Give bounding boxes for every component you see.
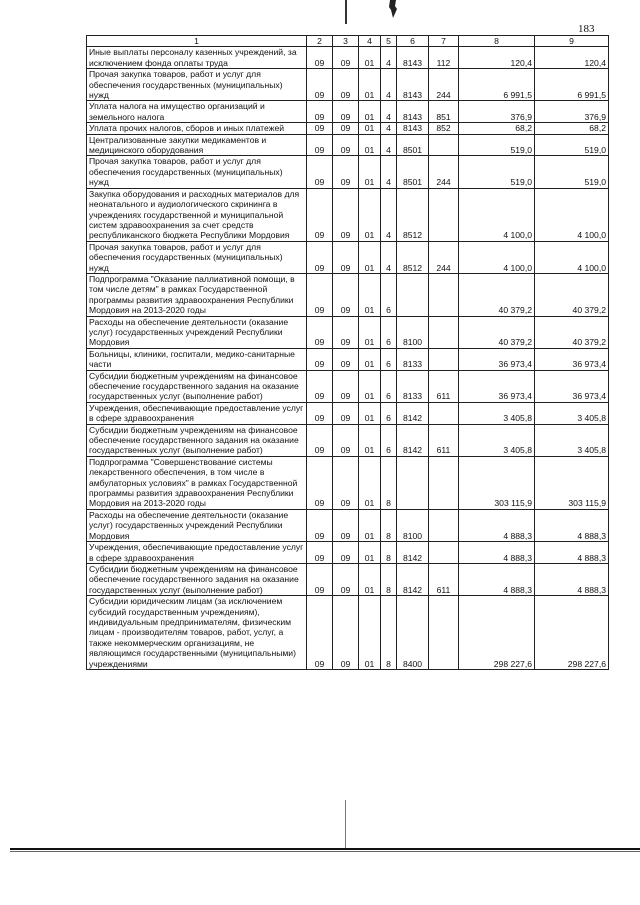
- cell-program: 01: [359, 596, 381, 670]
- cell-amount: 36 973,4: [459, 348, 535, 370]
- cell-subsection: 09: [333, 563, 359, 595]
- header-cell: 3: [333, 36, 359, 47]
- header-cell: 2: [307, 36, 333, 47]
- table-row: [87, 370, 609, 402]
- cell-program: 01: [359, 316, 381, 348]
- cell-section: 09: [307, 134, 333, 156]
- table-row: [87, 348, 609, 370]
- table-row: [87, 456, 609, 509]
- cell-subsection: 09: [333, 348, 359, 370]
- cell-amount: 36 973,4: [459, 370, 535, 402]
- cell-section: 09: [307, 273, 333, 316]
- cell-program: 01: [359, 456, 381, 509]
- header-cell: 1: [87, 36, 307, 47]
- cell-expense-type: [429, 456, 459, 509]
- cell-expense-type: 611: [429, 424, 459, 456]
- cell-subsection: 09: [333, 47, 359, 69]
- header-cell: 6: [397, 36, 429, 47]
- cell-subsection: 09: [333, 424, 359, 456]
- cell-subsection: 09: [333, 316, 359, 348]
- cell-item-name: Подпрограмма "Оказание паллиативной помощи, в том числе детям" в рамках Государственной программы развития здравоохранения Республики Мордовия на 2013-2020 годы: [87, 273, 307, 316]
- cell-section: 09: [307, 123, 333, 134]
- cell-expense-type: 611: [429, 370, 459, 402]
- cell-program: 01: [359, 101, 381, 123]
- cell-subprogram: 8: [381, 563, 397, 595]
- cell-subsection: 09: [333, 101, 359, 123]
- page-number: 183: [578, 23, 595, 35]
- cell-subprogram: 4: [381, 123, 397, 134]
- cell-subprogram: 6: [381, 273, 397, 316]
- cell-item-name: Прочая закупка товаров, работ и услуг для обеспечения государственных (муниципальных) нужд: [87, 69, 307, 101]
- header-cell: 7: [429, 36, 459, 47]
- cell-target-code: 8100: [397, 509, 429, 541]
- cell-section: 09: [307, 101, 333, 123]
- cell-expense-type: 611: [429, 563, 459, 595]
- cell-program: 01: [359, 134, 381, 156]
- cell-amount-total: 6 991,5: [535, 69, 609, 101]
- cell-expense-type: [429, 316, 459, 348]
- cell-program: 01: [359, 273, 381, 316]
- cell-subsection: 09: [333, 402, 359, 424]
- table-row: [87, 402, 609, 424]
- cell-subprogram: 6: [381, 424, 397, 456]
- cell-program: 01: [359, 509, 381, 541]
- cell-amount-total: 120,4: [535, 47, 609, 69]
- cell-amount: 4 888,3: [459, 542, 535, 564]
- cell-program: 01: [359, 370, 381, 402]
- cell-amount-total: 4 100,0: [535, 188, 609, 241]
- cell-amount-total: 3 405,8: [535, 424, 609, 456]
- cell-subsection: 09: [333, 596, 359, 670]
- cell-amount: 519,0: [459, 134, 535, 156]
- cell-subprogram: 6: [381, 370, 397, 402]
- cell-target-code: 8142: [397, 424, 429, 456]
- cell-subprogram: 4: [381, 241, 397, 273]
- cell-section: 09: [307, 402, 333, 424]
- cell-section: 09: [307, 563, 333, 595]
- cell-item-name: Иные выплаты персоналу казенных учреждений, за исключением фонда оплаты труда: [87, 47, 307, 69]
- cell-section: 09: [307, 241, 333, 273]
- cell-expense-type: 244: [429, 69, 459, 101]
- cell-program: 01: [359, 241, 381, 273]
- cell-section: 09: [307, 156, 333, 188]
- cell-section: 09: [307, 69, 333, 101]
- cell-subsection: 09: [333, 456, 359, 509]
- table-row: [87, 596, 609, 670]
- cell-target-code: 8501: [397, 156, 429, 188]
- table-row: [87, 188, 609, 241]
- cell-amount-total: 303 115,9: [535, 456, 609, 509]
- cell-amount-total: 36 973,4: [535, 348, 609, 370]
- cell-item-name: Расходы на обеспечение деятельности (оказание услуг) государственных учреждений Республики Мордовия: [87, 316, 307, 348]
- table-row: [87, 156, 609, 188]
- cell-amount-total: 68,2: [535, 123, 609, 134]
- cell-target-code: 8143: [397, 47, 429, 69]
- table-row: [87, 101, 609, 123]
- cell-expense-type: 852: [429, 123, 459, 134]
- cell-section: 09: [307, 370, 333, 402]
- cell-section: 09: [307, 456, 333, 509]
- cell-target-code: 8100: [397, 316, 429, 348]
- table-row: [87, 563, 609, 595]
- budget-table-body: [87, 36, 609, 670]
- cell-amount: 303 115,9: [459, 456, 535, 509]
- cell-expense-type: [429, 542, 459, 564]
- cell-subprogram: 8: [381, 542, 397, 564]
- table-row: [87, 134, 609, 156]
- cell-subprogram: 4: [381, 156, 397, 188]
- cell-section: 09: [307, 348, 333, 370]
- cell-expense-type: [429, 273, 459, 316]
- cell-item-name: Подпрограмма "Совершенствование системы лекарственного обеспечения, в том числе в амбулаторных условиях" в рамках Государственной программы развития здравоохранения Республики Мордовия на 2013-2020 годы: [87, 456, 307, 509]
- table-row: [87, 542, 609, 564]
- cell-item-name: Прочая закупка товаров, работ и услуг для обеспечения государственных (муниципальных) нужд: [87, 241, 307, 273]
- scan-artifact-mark: [388, 0, 398, 18]
- cell-subprogram: 6: [381, 348, 397, 370]
- cell-item-name: Централизованные закупки медикаментов и медицинского оборудования: [87, 134, 307, 156]
- cell-item-name: Субсидии бюджетным учреждениям на финансовое обеспечение государственного задания на оказание государственных услуг (выполнение работ): [87, 563, 307, 595]
- cell-subprogram: 4: [381, 134, 397, 156]
- cell-target-code: 8512: [397, 188, 429, 241]
- cell-target-code: 8142: [397, 542, 429, 564]
- cell-amount: 3 405,8: [459, 424, 535, 456]
- table-header-row: [87, 36, 609, 47]
- cell-amount: 68,2: [459, 123, 535, 134]
- cell-item-name: Уплата налога на имущество организаций и земельного налога: [87, 101, 307, 123]
- cell-section: 09: [307, 47, 333, 69]
- cell-expense-type: [429, 596, 459, 670]
- cell-amount: 4 888,3: [459, 563, 535, 595]
- cell-program: 01: [359, 563, 381, 595]
- header-cell: 4: [359, 36, 381, 47]
- table-row: [87, 273, 609, 316]
- cell-target-code: 8143: [397, 123, 429, 134]
- cell-target-code: [397, 273, 429, 316]
- cell-item-name: Субсидии бюджетным учреждениям на финансовое обеспечение государственного задания на оказание государственных услуг (выполнение работ): [87, 370, 307, 402]
- cell-amount-total: 519,0: [535, 156, 609, 188]
- cell-amount-total: 519,0: [535, 134, 609, 156]
- cell-subprogram: 6: [381, 316, 397, 348]
- cell-amount-total: 4 888,3: [535, 509, 609, 541]
- cell-amount: 519,0: [459, 156, 535, 188]
- cell-amount: 376,9: [459, 101, 535, 123]
- cell-amount-total: 4 100,0: [535, 241, 609, 273]
- cell-target-code: 8133: [397, 348, 429, 370]
- cell-program: 01: [359, 69, 381, 101]
- cell-amount-total: 40 379,2: [535, 316, 609, 348]
- page-bottom-rule: [10, 851, 640, 852]
- cell-amount: 4 100,0: [459, 188, 535, 241]
- table-row: [87, 123, 609, 134]
- cell-subsection: 09: [333, 273, 359, 316]
- cell-program: 01: [359, 47, 381, 69]
- cell-amount-total: 3 405,8: [535, 402, 609, 424]
- cell-program: 01: [359, 542, 381, 564]
- cell-amount: 6 991,5: [459, 69, 535, 101]
- cell-subsection: 09: [333, 188, 359, 241]
- cell-amount: 120,4: [459, 47, 535, 69]
- table-row: [87, 424, 609, 456]
- cell-target-code: 8142: [397, 402, 429, 424]
- cell-amount-total: 40 379,2: [535, 273, 609, 316]
- cell-program: 01: [359, 424, 381, 456]
- cell-section: 09: [307, 188, 333, 241]
- cell-subprogram: 4: [381, 188, 397, 241]
- header-cell: 9: [535, 36, 609, 47]
- cell-target-code: 8501: [397, 134, 429, 156]
- page-bottom-rule: [10, 848, 640, 850]
- cell-item-name: Субсидии юридическим лицам (за исключением субсидий государственным учреждениям), индивидуальным предпринимателям, физическим лицам - производителям товаров, работ, услуг, а также некоммерческим организациям, не являющимся государственными (муниципальными) учреждениями: [87, 596, 307, 670]
- header-cell: 5: [381, 36, 397, 47]
- cell-amount: 298 227,6: [459, 596, 535, 670]
- cell-expense-type: [429, 188, 459, 241]
- cell-subprogram: 8: [381, 509, 397, 541]
- cell-section: 09: [307, 542, 333, 564]
- cell-amount-total: 4 888,3: [535, 563, 609, 595]
- cell-subprogram: 4: [381, 69, 397, 101]
- table-row: [87, 509, 609, 541]
- cell-expense-type: [429, 402, 459, 424]
- cell-program: 01: [359, 402, 381, 424]
- cell-expense-type: 244: [429, 156, 459, 188]
- cell-amount: 4 100,0: [459, 241, 535, 273]
- cell-expense-type: 112: [429, 47, 459, 69]
- cell-subsection: 09: [333, 509, 359, 541]
- table-row: [87, 47, 609, 69]
- cell-target-code: 8143: [397, 69, 429, 101]
- table-row: [87, 241, 609, 273]
- cell-subprogram: 8: [381, 456, 397, 509]
- cell-amount-total: 376,9: [535, 101, 609, 123]
- cell-amount-total: 4 888,3: [535, 542, 609, 564]
- cell-item-name: Субсидии бюджетным учреждениям на финансовое обеспечение государственного задания на оказание государственных услуг (выполнение работ): [87, 424, 307, 456]
- cell-item-name: Учреждения, обеспечивающие предоставление услуг в сфере здравоохранения: [87, 402, 307, 424]
- cell-section: 09: [307, 596, 333, 670]
- cell-item-name: Уплата прочих налогов, сборов и иных платежей: [87, 123, 307, 134]
- cell-subsection: 09: [333, 123, 359, 134]
- cell-item-name: Закупка оборудования и расходных материалов для неонатального и аудиологического скрининга в учреждениях государственной и муниципальной систем здравоохранения за счет средств республиканского бюджета Республики Мордовия: [87, 188, 307, 241]
- cell-subprogram: 8: [381, 596, 397, 670]
- cell-target-code: 8143: [397, 101, 429, 123]
- cell-subsection: 09: [333, 542, 359, 564]
- cell-section: 09: [307, 509, 333, 541]
- cell-subprogram: 6: [381, 402, 397, 424]
- cell-expense-type: 851: [429, 101, 459, 123]
- cell-subprogram: 4: [381, 47, 397, 69]
- cell-expense-type: 244: [429, 241, 459, 273]
- cell-section: 09: [307, 316, 333, 348]
- cell-subsection: 09: [333, 370, 359, 402]
- cell-item-name: Прочая закупка товаров, работ и услуг для обеспечения государственных (муниципальных) нужд: [87, 156, 307, 188]
- header-cell: 8: [459, 36, 535, 47]
- table-row: [87, 69, 609, 101]
- cell-amount-total: 36 973,4: [535, 370, 609, 402]
- cell-program: 01: [359, 348, 381, 370]
- cell-target-code: 8400: [397, 596, 429, 670]
- scan-artifact-line: [345, 800, 346, 848]
- cell-item-name: Учреждения, обеспечивающие предоставление услуг в сфере здравоохранения: [87, 542, 307, 564]
- cell-expense-type: [429, 348, 459, 370]
- cell-subsection: 09: [333, 134, 359, 156]
- cell-amount: 4 888,3: [459, 509, 535, 541]
- cell-target-code: 8512: [397, 241, 429, 273]
- cell-target-code: 8142: [397, 563, 429, 595]
- cell-subprogram: 4: [381, 101, 397, 123]
- cell-program: 01: [359, 156, 381, 188]
- cell-amount: 40 379,2: [459, 316, 535, 348]
- cell-expense-type: [429, 509, 459, 541]
- scan-artifact: [345, 0, 347, 24]
- cell-target-code: 8133: [397, 370, 429, 402]
- cell-section: 09: [307, 424, 333, 456]
- cell-subsection: 09: [333, 69, 359, 101]
- cell-amount: 3 405,8: [459, 402, 535, 424]
- cell-expense-type: [429, 134, 459, 156]
- table-row: [87, 316, 609, 348]
- cell-program: 01: [359, 123, 381, 134]
- cell-subsection: 09: [333, 156, 359, 188]
- cell-amount: 40 379,2: [459, 273, 535, 316]
- cell-program: 01: [359, 188, 381, 241]
- cell-subsection: 09: [333, 241, 359, 273]
- cell-amount-total: 298 227,6: [535, 596, 609, 670]
- cell-target-code: [397, 456, 429, 509]
- cell-item-name: Расходы на обеспечение деятельности (оказание услуг) государственных учреждений Республики Мордовия: [87, 509, 307, 541]
- budget-table: [86, 35, 609, 670]
- cell-item-name: Больницы, клиники, госпитали, медико-санитарные части: [87, 348, 307, 370]
